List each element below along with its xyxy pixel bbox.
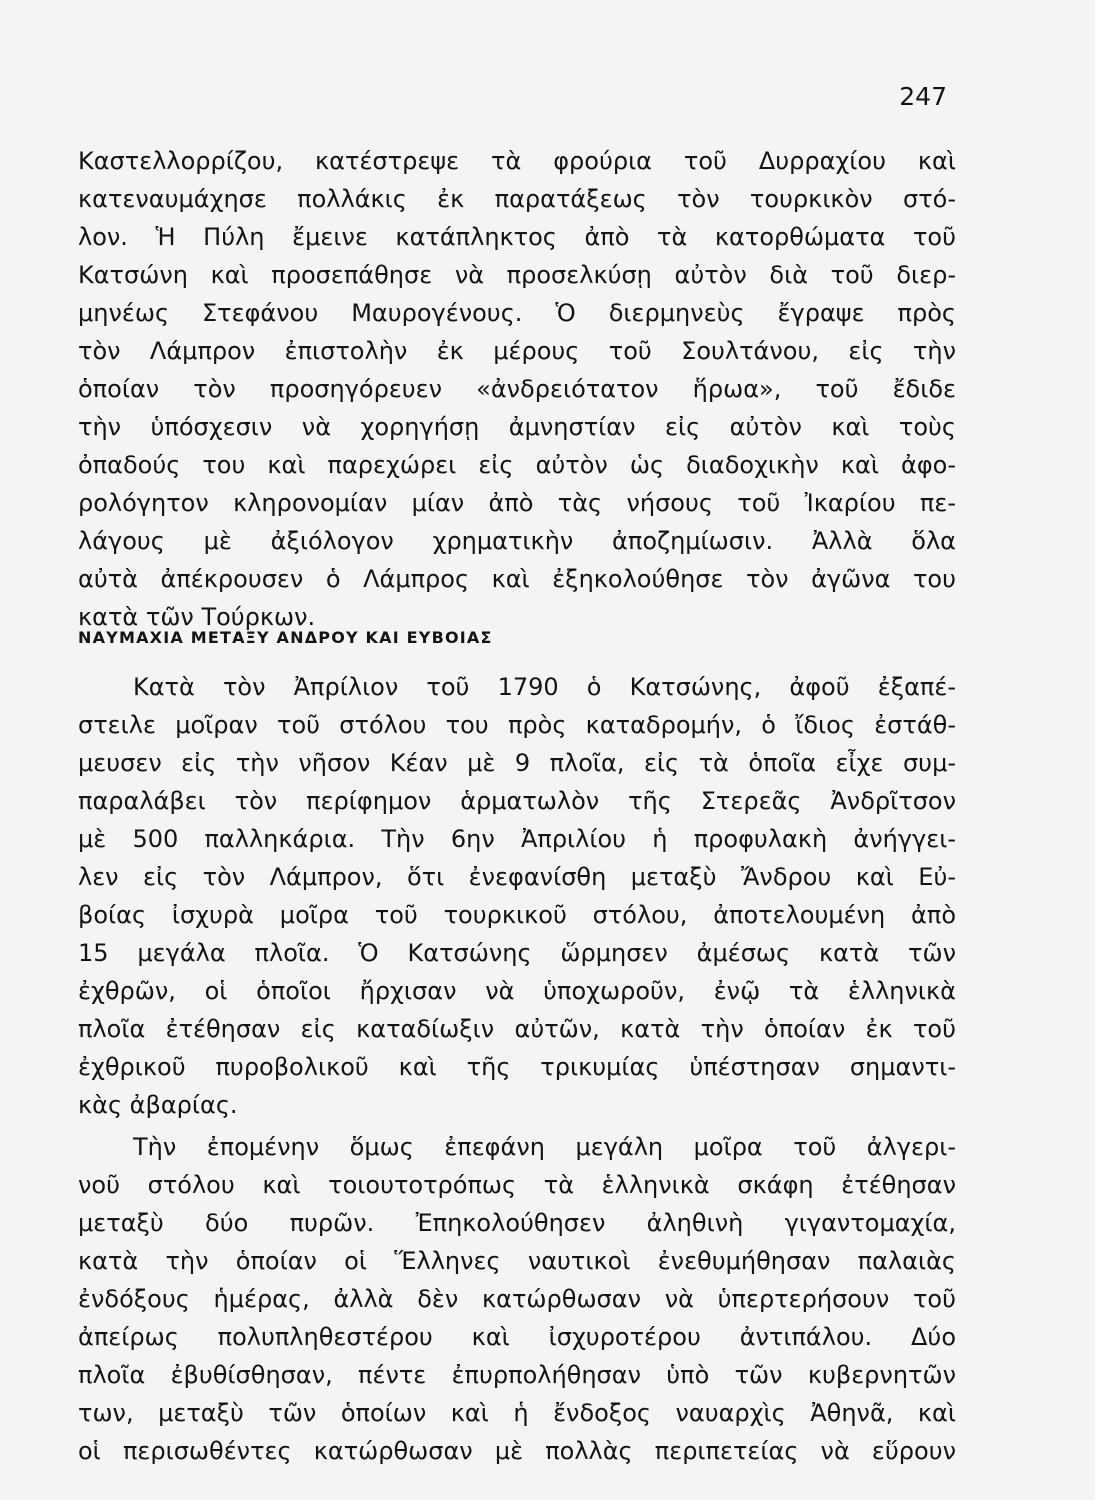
text-line: πλοῖα ἐτέθησαν εἰς καταδίωξιν αὐτῶν, κατὰ τὴν ὁποίαν ἐκ τοῦ	[78, 1015, 956, 1043]
text-line: κατὰ τῶν Τούρκων.	[78, 603, 316, 631]
text-line: ὁποίαν τὸν προσηγόρευεν «ἀνδρειότατον ἥρωα», τοῦ ἔδιδε	[78, 375, 956, 403]
text-line: τὴν ὑπόσχεσιν νὰ χορηγήσῃ ἀμνηστίαν εἰς αὐτὸν καὶ τοὺς	[78, 413, 956, 441]
text-line: στειλε μοῖραν τοῦ στόλου του πρὸς καταδρομήν, ὁ ἴδιος ἐστάθ-	[78, 711, 956, 739]
text-line: ἐχθρικοῦ πυροβολικοῦ καὶ τῆς τρικυμίας ὑπέστησαν σημαντι-	[78, 1053, 956, 1081]
section-heading: ΝΑΥΜΑΧΙΑ ΜΕΤΑΞΥ ΑΝΔΡΟΥ ΚΑΙ ΕΥΒΟΙΑΣ	[78, 628, 493, 647]
text-line-spacer	[78, 563, 956, 596]
text-line: ἀπείρως πολυπληθεστέρου καὶ ἰσχυροτέρου ἀντιπάλου. Δύο	[78, 1323, 956, 1351]
text-line: λον. Ἡ Πύλη ἔμεινε κατάπληκτος ἀπὸ τὰ κατορθώματα τοῦ	[78, 223, 956, 251]
text-line: μηνέως Στεφάνου Μαυρογένους. Ὁ διερμηνεὺς ἔγραψε πρὸς	[78, 299, 956, 327]
text-line: πλοῖα ἐβυθίσθησαν, πέντε ἐπυρπολήθησαν ὑπὸ τῶν κυβερνητῶν	[78, 1361, 956, 1389]
text-line: μεταξὺ δύο πυρῶν. Ἐπηκολούθησεν ἀληθινὴ γιγαντομαχία,	[78, 1209, 956, 1237]
text-line: Κατσώνη καὶ προσεπάθησε νὰ προσελκύσῃ αὐτὸν διὰ τοῦ διερ-	[78, 261, 956, 289]
text-line: κὰς ἀβαρίας.	[78, 1091, 238, 1119]
text-line: αὐτὰ ἀπέκρουσεν ὁ Λάμπρος καὶ ἐξηκολούθησε τὸν ἀγῶνα του	[78, 565, 956, 593]
text-line: οἱ περισωθέντες κατώρθωσαν μὲ πολλὰς περιπετείας νὰ εὕρουν	[78, 1437, 956, 1465]
page-number: 247	[899, 82, 947, 111]
text-line: 15 μεγάλα πλοῖα. Ὁ Κατσώνης ὥρμησεν ἀμέσως κατὰ τῶν	[78, 939, 956, 967]
text-line: ρολόγητον κληρονομίαν μίαν ἀπὸ τὰς νήσους τοῦ Ἰκαρίου πε-	[78, 489, 956, 517]
text-line: Κατὰ τὸν Ἀπρίλιον τοῦ 1790 ὁ Κατσώνης, ἀφοῦ ἐξαπέ-	[133, 673, 956, 701]
text-line: ὀπαδούς του καὶ παρεχώρει εἰς αὐτὸν ὡς διαδοχικὴν καὶ ἀφο-	[78, 451, 956, 479]
text-line: των, μεταξὺ τῶν ὁποίων καὶ ἡ ἔνδοξος ναυαρχὶς Ἀθηνᾶ, καὶ	[78, 1399, 956, 1427]
text-line: Τὴν ἐπομένην ὅμως ἐπεφάνη μεγάλη μοῖρα τοῦ ἀλγερι-	[133, 1133, 956, 1161]
text-line: νοῦ στόλου καὶ τοιουτοτρόπως τὰ ἑλληνικὰ σκάφη ἐτέθησαν	[78, 1171, 956, 1199]
text-line: κατὰ τὴν ὁποίαν οἱ Ἕλληνες ναυτικοὶ ἐνεθυμήθησαν παλαιὰς	[78, 1247, 956, 1275]
text-line: Καστελλορρίζου, κατέστρεψε τὰ φρούρια τοῦ Δυρραχίου καὶ	[78, 147, 956, 175]
text-line: λεν εἰς τὸν Λάμπρον, ὅτι ἐνεφανίσθη μεταξὺ Ἄνδρου καὶ Εὐ-	[78, 863, 956, 891]
text-line: μὲ 500 παλληκάρια. Τὴν 6ην Ἀπριλίου ἡ προφυλακὴ ἀνήγγει-	[78, 825, 956, 853]
text-line: ἐχθρῶν, οἱ ὁποῖοι ἤρχισαν νὰ ὑποχωροῦν, ἐνῷ τὰ ἑλληνικὰ	[78, 977, 956, 1005]
text-line: λάγους μὲ ἀξιόλογον χρηματικὴν ἀποζημίωσιν. Ἀλλὰ ὅλα	[78, 527, 956, 555]
text-line: κατεναυμάχησε πολλάκις ἐκ παρατάξεως τὸν τουρκικὸν στό-	[78, 185, 956, 213]
text-line: τὸν Λάμπρον ἐπιστολὴν ἐκ μέρους τοῦ Σουλτάνου, εἰς τὴν	[78, 337, 956, 365]
text-line: παραλάβει τὸν περίφημον ἁρματωλὸν τῆς Στερεᾶς Ἀνδρῖτσον	[78, 787, 956, 815]
text-line: μευσεν εἰς τὴν νῆσον Κέαν μὲ 9 πλοῖα, εἰς τὰ ὁποῖα εἶχε συμ-	[78, 749, 956, 777]
text-line: βοίας ἰσχυρὰ μοῖρα τοῦ τουρκικοῦ στόλου, ἀποτελουμένη ἀπὸ	[78, 901, 956, 929]
text-line: ἐνδόξους ἡμέρας, ἀλλὰ δὲν κατώρθωσαν νὰ ὑπερτερήσουν τοῦ	[78, 1285, 956, 1313]
